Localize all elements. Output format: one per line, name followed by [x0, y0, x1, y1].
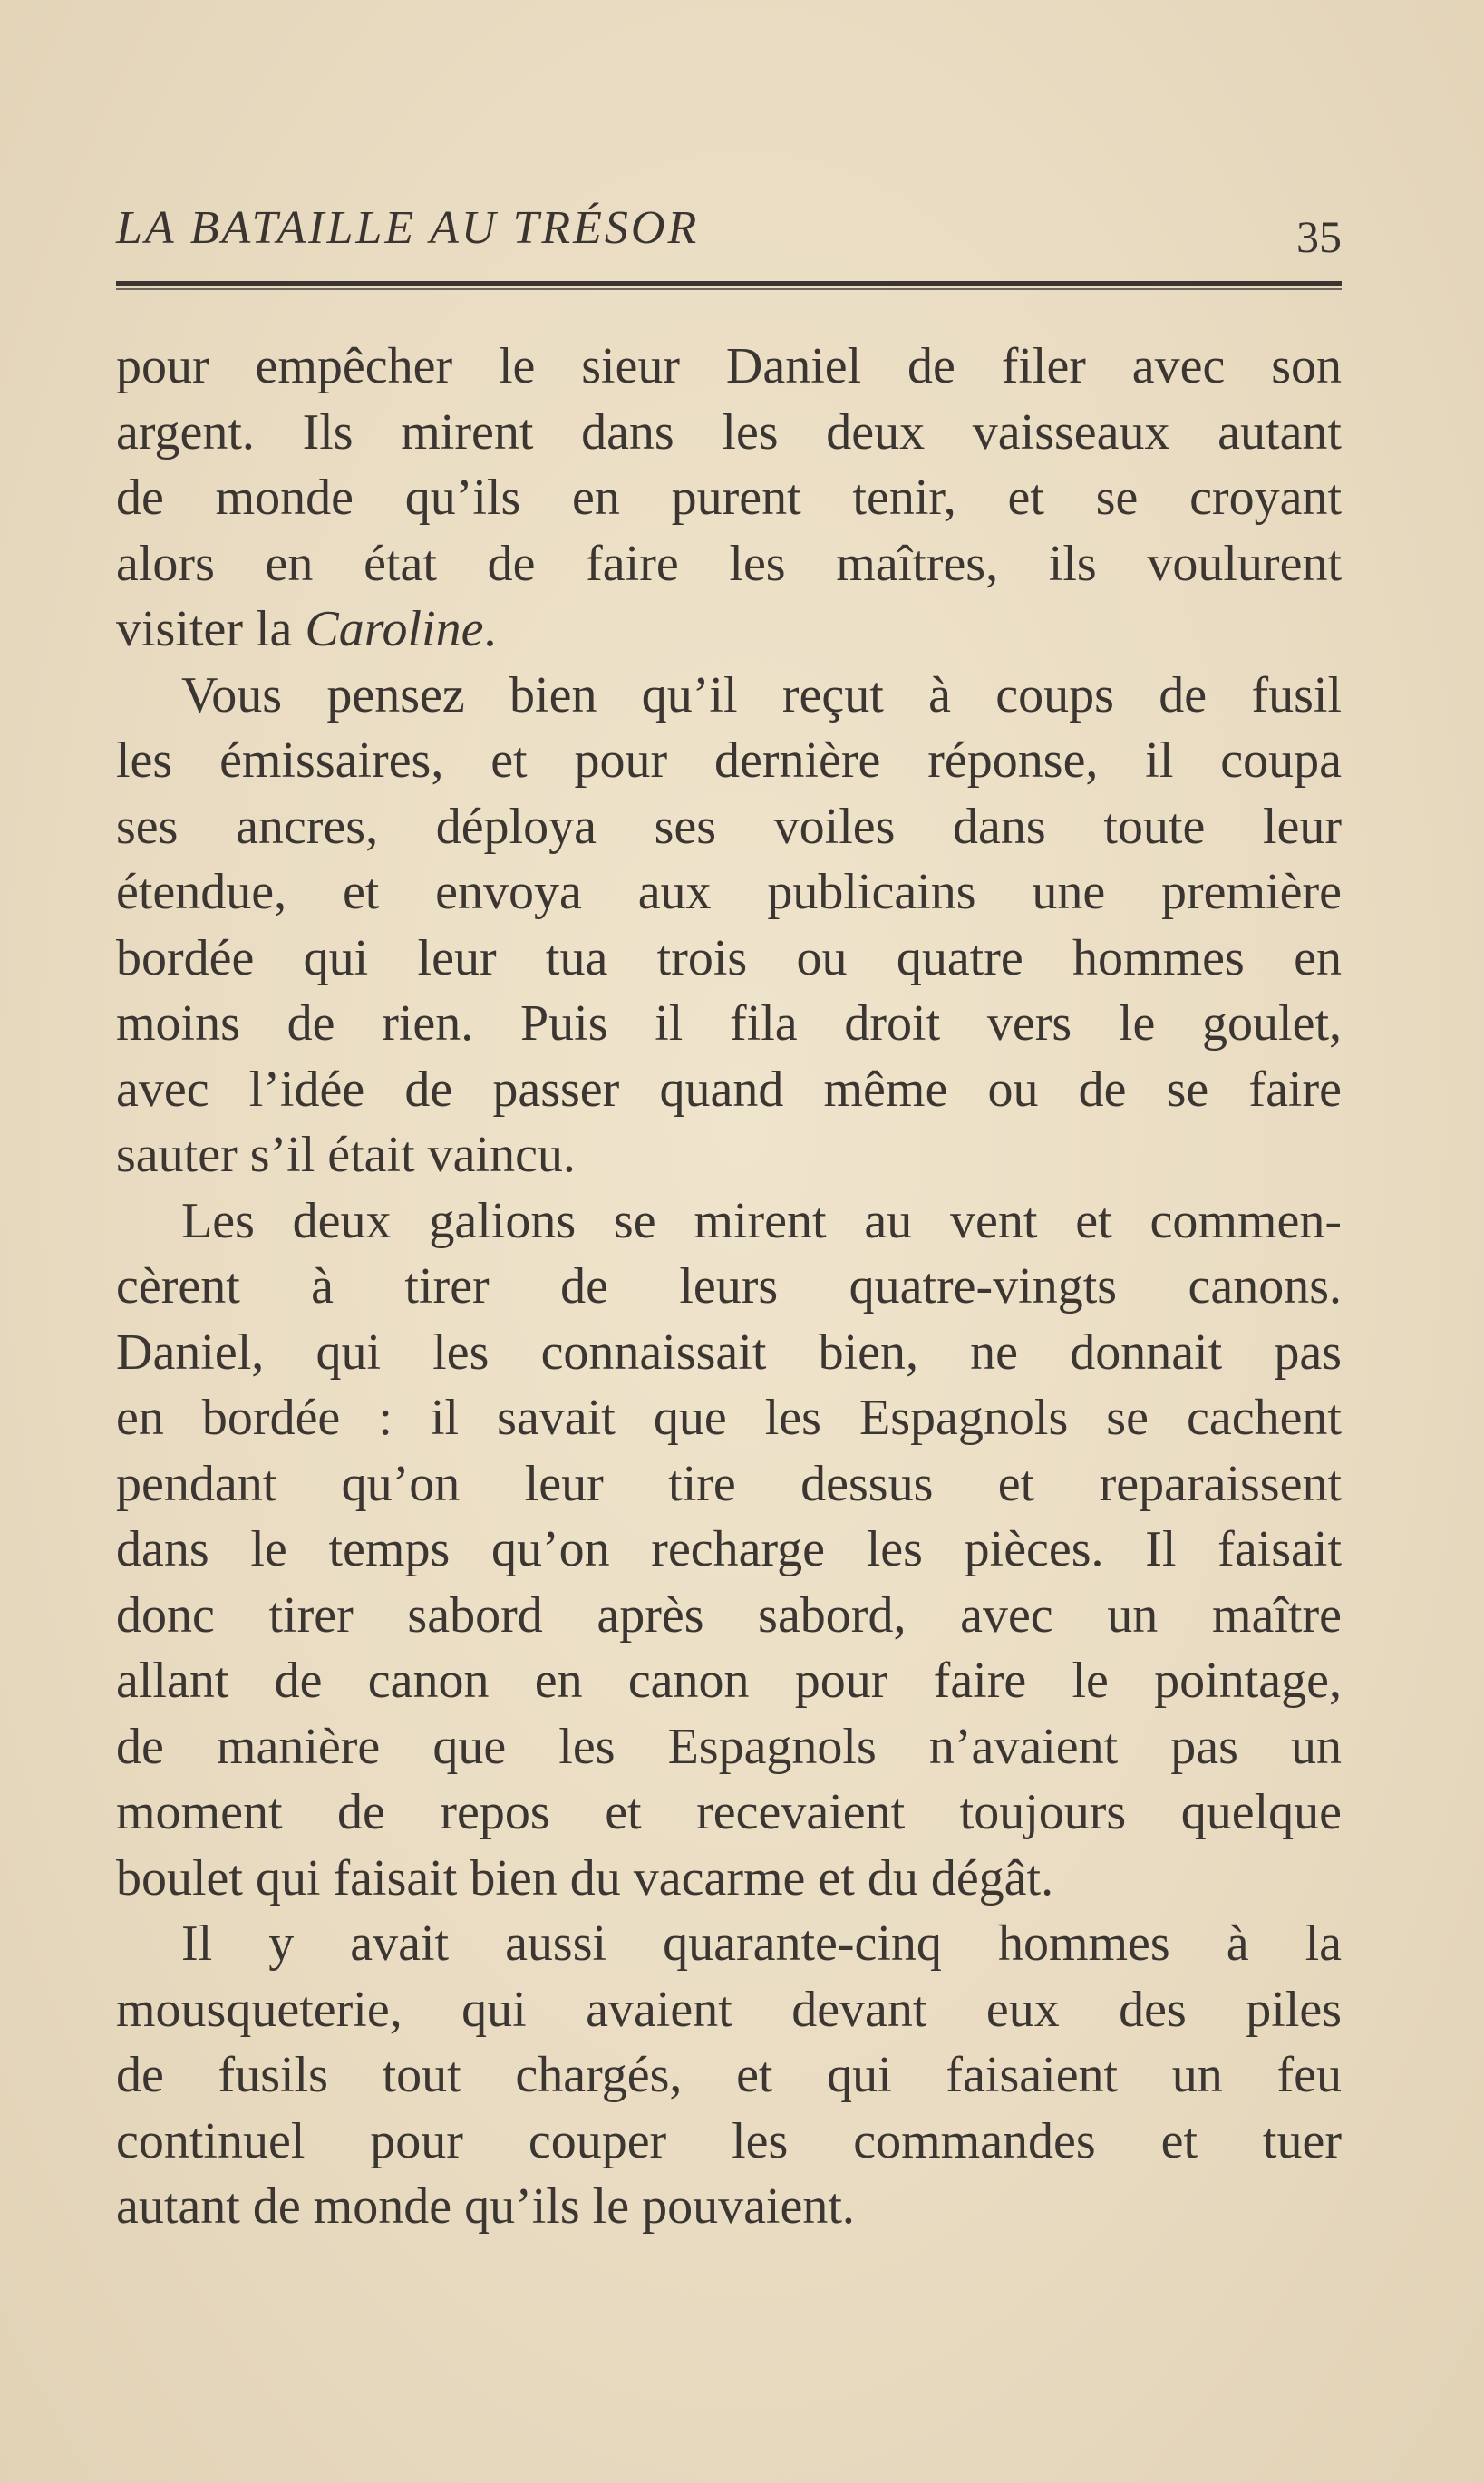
text-line: dans le temps qu’on recharge les pièces. Il faisait — [116, 1521, 1342, 1577]
page-header — [116, 189, 1342, 261]
ship-name: Caroline — [305, 601, 484, 657]
text-line: en bordée : il savait que les Espagnols se cachent — [116, 1390, 1342, 1446]
text-line: de monde qu’ils en purent tenir, et se croyant — [116, 470, 1342, 526]
body-text — [116, 334, 1342, 2240]
header-rule — [116, 281, 1342, 286]
text-line: moment de repos et recevaient toujours quelque — [116, 1784, 1342, 1840]
text-line: donc tirer sabord après sabord, avec un maître — [116, 1586, 1342, 1644]
text-line: boulet qui faisait bien du vacarme et du dégât. — [116, 1849, 1054, 1906]
text-line: continuel pour couper les commandes et tuer — [116, 2112, 1342, 2169]
text-line: étendue, et envoya aux publicains une première — [116, 864, 1342, 920]
text-line: les émissaires, et pour dernière réponse, il coupa — [116, 732, 1342, 789]
text-line: allant de canon en canon pour faire le pointage, — [116, 1653, 1342, 1709]
paragraph — [116, 1911, 1342, 2240]
text-line: Les deux galions se mirent au vent et commen- — [181, 1192, 1342, 1249]
text-line: ses ancres, déploya ses voiles dans toute leur — [116, 798, 1342, 855]
text-fragment: visiter la — [116, 601, 306, 657]
text-line: Daniel, qui les connaissait bien, ne donnait pas — [116, 1324, 1342, 1381]
header-rule-thin — [116, 288, 1342, 290]
text-line: sauter s’il était vaincu. — [116, 1127, 576, 1183]
text-line: mousqueterie, qui avaient devant eux des piles — [116, 1981, 1342, 2038]
text-line: de manière que les Espagnols n’avaient pas un — [116, 1718, 1342, 1775]
text-line: argent. Ils mirent dans les deux vaisseaux autant — [116, 403, 1342, 461]
paragraph — [116, 1188, 1342, 1912]
text-line: avec l’idée de passer quand même ou de se faire — [116, 1061, 1342, 1118]
text-line: pendant qu’on leur tire dessus et reparaissent — [116, 1455, 1342, 1512]
text-line: moins de rien. Puis il fila droit vers le goulet, — [116, 995, 1342, 1052]
text-line: autant de monde qu’ils le pouvaient. — [116, 2178, 855, 2235]
page-number: 35 — [1296, 211, 1342, 262]
paragraph — [116, 663, 1342, 1188]
text-line: Vous pensez bien qu’il reçut à coups de fusil — [181, 666, 1342, 723]
text-line: cèrent à tirer de leurs quatre-vingts canons. — [116, 1258, 1342, 1314]
text-line: Il y avait aussi quarante-cinq hommes à la — [181, 1916, 1342, 1972]
text-line — [116, 597, 1342, 663]
text-line: bordée qui leur tua trois ou quatre hommes en — [116, 929, 1342, 986]
text-line: alors en état de faire les maîtres, ils voulurent — [116, 535, 1342, 592]
paragraph — [116, 334, 1342, 663]
text-line: de fusils tout chargés, et qui faisaient un feu — [116, 2047, 1342, 2103]
text-line: pour empêcher le sieur Daniel de filer avec son — [116, 338, 1342, 394]
running-title: LA BATAILLE AU TRÉSOR — [116, 202, 700, 254]
text-fragment: . — [483, 601, 497, 657]
